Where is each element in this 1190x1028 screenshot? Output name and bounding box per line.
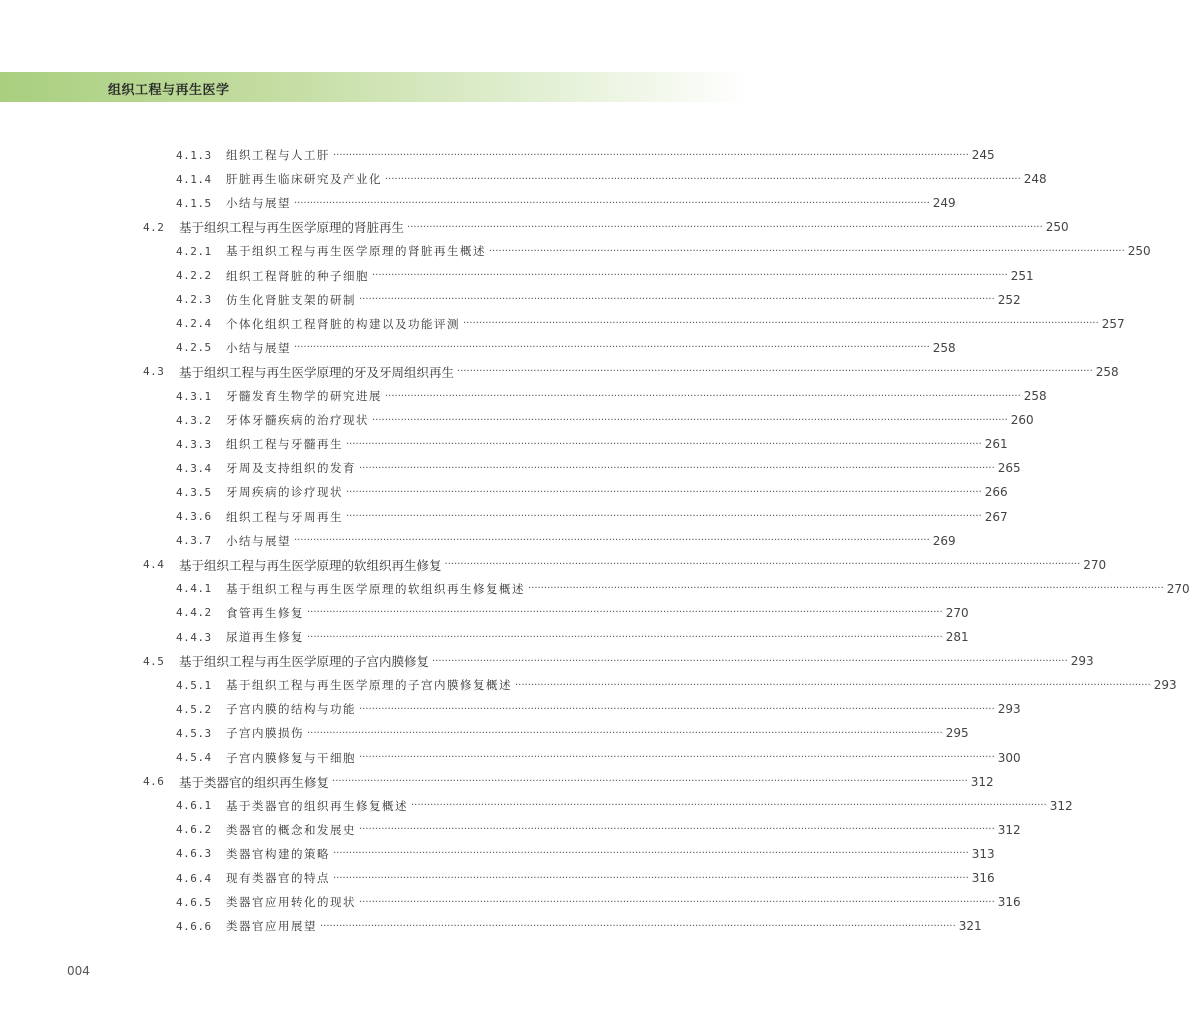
page-number: 004 [67,964,90,978]
toc-entry-number: 4.6.2 [176,823,212,837]
toc-entry-title: 尿道再生修复 [226,630,304,644]
toc-section-entry[interactable] [143,649,1094,673]
toc-entry-number: 4.1.4 [176,172,212,186]
toc-entry-page: 270 [945,605,969,620]
toc-entry-number: 4.5 [143,654,165,668]
toc-entry-page: 258 [1023,389,1047,403]
toc-section-entry[interactable] [143,770,994,794]
toc-entry-page: 270 [1083,557,1107,572]
toc-dot-leader: ········································································································································································································ [294,535,930,547]
toc-entry-title: 小结与展望 [226,533,291,548]
toc-subsection-entry[interactable] [176,625,969,649]
toc-entry-title: 组织工程与人工肝 [226,148,330,162]
toc-entry-title: 类器官应用展望 [226,919,317,934]
toc-subsection-entry[interactable] [176,794,1073,818]
toc-entry-page: 293 [1153,678,1177,693]
toc-dot-leader: ········································································································································································································ [332,776,968,788]
toc-entry-page: 261 [984,437,1008,452]
toc-entry-number: 4.6 [143,775,165,789]
toc-subsection-entry[interactable] [176,408,1034,432]
toc-entry-title: 基于组织工程与再生医学原理的子宫内膜修复 [179,654,430,670]
toc-entry-title: 类器官应用转化的现状 [226,895,356,910]
toc-entry-number: 4.2.5 [176,341,212,355]
toc-entry-title: 子宫内膜损伤 [226,726,304,741]
toc-dot-leader: ········································································································································································································ [372,270,1008,281]
toc-entry-page: 312 [970,774,994,789]
toc-entry-page: 252 [997,292,1021,307]
toc-dot-leader: ········································································································································································································ [407,221,1043,233]
toc-dot-leader: ········································································································································································································ [294,342,930,354]
toc-subsection-entry[interactable] [176,191,956,215]
toc-entry-page: 260 [1010,413,1034,428]
toc-dot-leader: ········································································································································································································ [346,486,982,498]
toc-entry-number: 4.5.2 [176,702,212,716]
toc-entry-title: 基于类器官的组织再生修复概述 [226,798,408,813]
toc-dot-leader: ········································································································································································································ [489,245,1125,257]
toc-entry-title: 基于组织工程与再生医学原理的肾脏再生概述 [226,244,486,259]
toc-subsection-entry[interactable] [176,673,1177,697]
toc-subsection-entry[interactable] [176,456,1021,480]
toc-entry-page: 251 [1010,268,1034,283]
toc-subsection-entry[interactable] [176,529,956,553]
toc-section-entry[interactable] [143,360,1119,384]
toc-dot-leader: ········································································································································································································ [333,848,969,860]
toc-entry-page: 257 [1101,316,1125,331]
toc-dot-leader: ········································································································································································································ [333,872,969,884]
toc-dot-leader: ········································································································································································································ [432,655,1068,667]
toc-dot-leader: ········································································································································································································ [385,390,1021,402]
toc-subsection-entry[interactable] [176,288,1021,312]
toc-dot-leader: ········································································································································································································ [359,294,995,306]
toc-entry-title: 子宫内膜修复与干细胞 [226,750,356,765]
toc-entry-page: 265 [997,461,1021,476]
toc-entry-page: 293 [1070,654,1094,669]
running-header-title: 组织工程与再生医学 [108,83,230,98]
toc-subsection-entry[interactable] [176,505,1008,529]
toc-subsection-entry[interactable] [176,697,1021,721]
toc-dot-leader: ········································································································································································································ [528,583,1164,595]
toc-entry-title: 组织工程与牙周再生 [226,509,343,524]
toc-entry-title: 牙周疾病的诊疗现状 [226,485,343,500]
toc-entry-number: 4.6.1 [176,799,212,813]
toc-entry-number: 4.2.3 [176,293,212,307]
toc-dot-leader: ········································································································································································································ [359,896,995,908]
toc-subsection-entry[interactable] [176,384,1047,408]
toc-entry-title: 基于组织工程与再生医学原理的软组织再生修复 [179,557,442,573]
toc-entry-title: 牙体牙髓疾病的治疗现状 [226,413,369,428]
toc-entry-number: 4.3.5 [176,485,212,499]
toc-subsection-entry[interactable] [176,818,1021,842]
toc-entry-page: 266 [984,485,1008,500]
toc-entry-title: 基于组织工程与再生医学原理的子宫内膜修复概述 [226,678,512,693]
toc-subsection-entry[interactable] [176,239,1151,263]
toc-entry-number: 4.3.4 [176,461,212,475]
toc-subsection-entry[interactable] [176,432,1008,456]
toc-subsection-entry[interactable] [176,167,1047,191]
toc-entry-number: 4.2.1 [176,244,212,258]
toc-entry-title: 基于类器官的组织再生修复 [179,774,330,790]
toc-entry-page: 269 [932,533,956,548]
toc-entry-number: 4.4.2 [176,606,212,620]
toc-entry-title: 类器官构建的策略 [226,846,330,861]
toc-entry-number: 4.6.4 [176,871,212,885]
toc-entry-page: 321 [958,919,982,934]
toc-entry-page: 258 [1095,364,1119,379]
toc-dot-leader: ········································································································································································································ [463,318,1099,330]
toc-entry-number: 4.6.3 [176,847,212,861]
toc-entry-title: 小结与展望 [226,196,291,211]
toc-dot-leader: ········································································································································································································ [359,824,995,836]
toc-entry-number: 4.3.6 [176,510,212,523]
toc-entry-number: 4.3.7 [176,534,212,548]
toc-entry-title: 肝脏再生临床研究及产业化 [226,172,382,187]
toc-subsection-entry[interactable] [176,264,1034,288]
toc-entry-page: 245 [971,148,995,162]
toc-dot-leader: ········································································································································································································ [359,462,995,474]
toc-dot-leader: ········································································································································································································ [346,438,982,450]
toc-subsection-entry[interactable] [176,842,995,866]
toc-entry-title: 组织工程肾脏的种子细胞 [226,268,369,283]
toc-entry-number: 4.6.5 [176,895,212,909]
toc-subsection-entry[interactable] [176,143,995,167]
toc-dot-leader: ········································································································································································································ [320,920,956,932]
toc-entry-number: 4.1.3 [176,148,212,162]
toc-entry-number: 4.4.1 [176,582,212,596]
toc-entry-number: 4.3.3 [176,437,212,451]
toc-entry-title: 基于组织工程与再生医学原理的牙及牙周组织再生 [179,364,455,380]
toc-entry-title: 牙周及支持组织的发育 [226,461,356,476]
toc-subsection-entry[interactable] [176,746,1021,770]
toc-entry-title: 类器官的概念和发展史 [226,822,356,837]
toc-dot-leader: ········································································································································································································ [307,727,943,739]
toc-entry-number: 4.3.1 [176,389,212,403]
toc-entry-number: 4.5.3 [176,726,212,740]
toc-entry-title: 子宫内膜的结构与功能 [226,702,356,717]
toc-entry-page: 295 [945,726,969,741]
toc-entry-page: 281 [945,630,969,644]
toc-entry-number: 4.1.5 [176,196,212,210]
toc-dot-leader: ········································································································································································································ [294,197,930,209]
toc-entry-page: 270 [1166,581,1190,596]
toc-entry-title: 基于组织工程与再生医学原理的软组织再生修复概述 [226,581,525,596]
toc-entry-number: 4.5.1 [176,678,212,692]
toc-entry-number: 4.6.6 [176,919,212,933]
toc-entry-number: 4.2.2 [176,269,212,282]
toc-entry-title: 组织工程与牙髓再生 [226,437,343,452]
toc-entry-page: 293 [997,702,1021,717]
toc-entry-title: 仿生化肾脏支架的研制 [226,292,356,307]
toc-entry-number: 4.2 [143,220,165,234]
toc-dot-leader: ········································································································································································································ [346,511,982,522]
toc-entry-title: 牙髓发育生物学的研究进展 [226,389,382,403]
toc-entry-title: 基于组织工程与再生医学原理的肾脏再生 [179,220,405,236]
toc-subsection-entry[interactable] [176,577,1190,601]
toc-entry-number: 4.3 [143,365,165,379]
toc-dot-leader: ········································································································································································································ [457,366,1093,378]
toc-entry-number: 4.3.2 [176,413,212,427]
toc-dot-leader: ········································································································································································································ [411,800,1047,812]
toc-dot-leader: ········································································································································································································ [359,703,995,715]
toc-subsection-entry[interactable] [176,312,1125,336]
toc-subsection-entry[interactable] [176,890,1021,914]
toc-section-entry[interactable] [143,553,1107,577]
toc-subsection-entry[interactable] [176,601,969,625]
toc-entry-page: 300 [997,750,1021,765]
toc-dot-leader: ········································································································································································································ [307,607,943,619]
toc-dot-leader: ········································································································································································································ [333,149,969,161]
toc-dot-leader: ········································································································································································································ [359,752,995,763]
toc-entry-page: 267 [984,509,1008,524]
toc-entry-page: 250 [1127,244,1151,259]
toc-subsection-entry[interactable] [176,480,1008,504]
toc-entry-page: 258 [932,340,956,355]
toc-entry-number: 4.4.3 [176,630,212,644]
toc-dot-leader: ········································································································································································································ [515,679,1151,691]
toc-entry-title: 现有类器官的特点 [226,871,330,885]
toc-entry-title: 小结与展望 [226,340,291,355]
toc-entry-page: 316 [971,871,995,885]
toc-entry-page: 249 [932,196,956,211]
toc-entry-page: 250 [1045,220,1069,235]
toc-dot-leader: ········································································································································································································ [444,559,1081,571]
toc-entry-number: 4.4 [143,558,165,572]
toc-entry-page: 312 [997,822,1021,837]
toc-entry-page: 312 [1049,798,1073,813]
toc-subsection-entry[interactable] [176,866,995,890]
toc-entry-page: 316 [997,895,1021,910]
toc-entry-page: 248 [1023,172,1047,187]
toc-entry-title: 个体化组织工程肾脏的构建以及功能评测 [226,316,460,331]
toc-section-entry[interactable] [143,215,1069,239]
toc-entry-title: 食管再生修复 [226,605,304,620]
toc-dot-leader: ········································································································································································································ [385,173,1021,185]
toc-entry-number: 4.2.4 [176,317,212,331]
toc-subsection-entry[interactable] [176,336,956,360]
toc-dot-leader: ········································································································································································································ [307,631,943,643]
toc-entry-number: 4.5.4 [176,751,212,764]
toc-subsection-entry[interactable] [176,914,982,938]
toc-subsection-entry[interactable] [176,721,969,745]
toc-entry-page: 313 [971,846,995,861]
toc-dot-leader: ········································································································································································································ [372,414,1008,426]
